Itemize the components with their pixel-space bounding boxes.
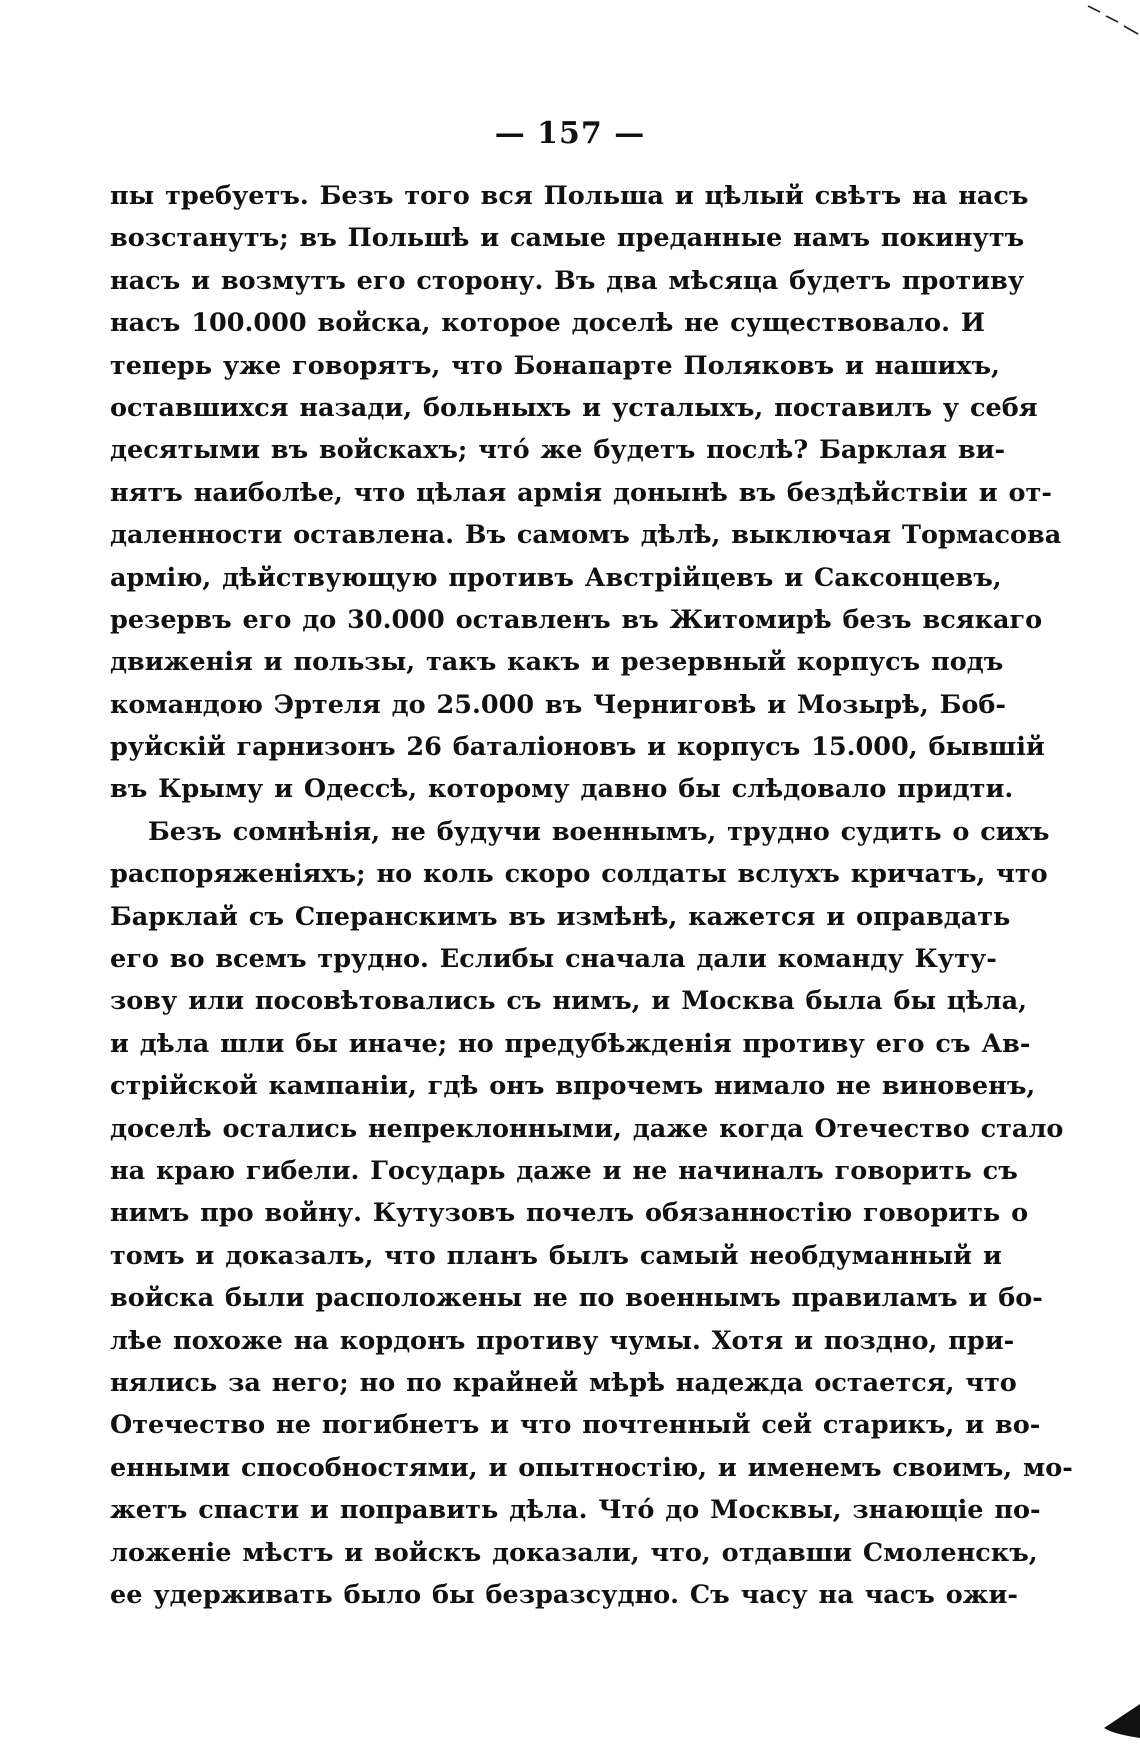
- text-line: командою Эртеля до 25.000 въ Черниговѣ и Мозырѣ, Боб-: [110, 689, 1006, 720]
- text-line: Безъ сомнѣнія, не будучи военнымъ, трудно судить о сихъ: [148, 816, 1050, 847]
- text-line: въ Крыму и Одессѣ, которому давно бы слѣдовало придти.: [110, 774, 1014, 805]
- text-line: оставшихся назади, больныхъ и усталыхъ, поставилъ у себя: [110, 392, 1038, 423]
- text-line: нялись за него; но по крайней мѣрѣ надежда остается, что: [110, 1367, 1017, 1398]
- text-line: Барклай съ Сперанскимъ въ измѣнѣ, кажется и оправдать: [110, 901, 1011, 932]
- text-line: нимъ про войну. Кутузовъ почелъ обязанностію говорить о: [110, 1198, 1029, 1229]
- text-line: ее удерживать было бы безразсудно. Съ часу на часъ ожи-: [110, 1579, 1018, 1610]
- text-line: ложеніе мѣстъ и войскъ доказали, что, отдавши Смоленскъ,: [110, 1537, 1038, 1568]
- scan-edge-mark: [1100, 1698, 1140, 1743]
- text-line: теперь уже говорятъ, что Бонапарте Поляковъ и нашихъ,: [110, 350, 1000, 381]
- text-line: лѣе похоже на кордонъ противу чумы. Хотя и поздно, при-: [110, 1325, 1015, 1356]
- text-line: зову или посовѣтовались съ нимъ, и Москва была бы цѣла,: [110, 986, 1028, 1017]
- text-line: насъ и возмутъ его сторону. Въ два мѣсяца будетъ противу: [110, 265, 1025, 296]
- text-line: его во всемъ трудно. Еслибы сначала дали команду Куту-: [110, 944, 997, 975]
- text-line: даленности оставлена. Въ самомъ дѣлѣ, выключая Тормасова: [110, 520, 1062, 551]
- text-line: жетъ спасти и поправить дѣла. Что́ до Москвы, знающіе по-: [110, 1495, 1041, 1526]
- page-number: — 157 —: [494, 116, 646, 151]
- text-line: томъ и доказалъ, что планъ былъ самый необдуманный и: [110, 1240, 1002, 1271]
- text-line: десятыми въ войскахъ; что́ же будетъ послѣ? Барклая ви-: [110, 435, 1006, 466]
- text-line: насъ 100.000 войска, которое доселѣ не существовало. И: [110, 308, 985, 339]
- text-line: доселѣ остались непреклонными, даже когда Отечество стало: [110, 1113, 1064, 1144]
- text-line: возстанутъ; въ Польшѣ и самые преданные намъ покинутъ: [110, 223, 1025, 254]
- text-line: резервъ его до 30.000 оставленъ въ Житомирѣ безъ всякаго: [110, 604, 1043, 635]
- body-text: [110, 175, 1073, 1616]
- paragraph-2: [110, 811, 1073, 1616]
- text-line: енными способностями, и опытностію, и именемъ своимъ, мо-: [110, 1452, 1073, 1483]
- text-line: пы требуетъ. Безъ того вся Польша и цѣлый свѣтъ на насъ: [110, 181, 1029, 211]
- text-line: Отечество не погибнетъ и что почтенный сей старикъ, и во-: [110, 1410, 1041, 1441]
- text-line: распоряженіяхъ; но коль скоро солдаты вслухъ кричатъ, что: [110, 859, 1048, 890]
- text-line: нятъ наиболѣе, что цѣлая армія донынѣ въ бездѣйствіи и от-: [110, 477, 1052, 508]
- text-line: руйскій гарнизонъ 26 баталіоновъ и корпусъ 15.000, бывшій: [110, 732, 1045, 763]
- paragraph-1: [110, 175, 1062, 811]
- text-line: армію, дѣйствующую противъ Австрійцевъ и Саксонцевъ,: [110, 562, 1002, 593]
- scan-corner-mark: [1080, 0, 1140, 45]
- text-line: стрійской кампаніи, гдѣ онъ впрочемъ нимало не виновенъ,: [110, 1071, 1036, 1102]
- text-line: и дѣла шли бы иначе; но предубѣжденія противу его съ Ав-: [110, 1028, 1031, 1059]
- text-line: на краю гибели. Государь даже и не начиналъ говорить съ: [110, 1155, 1018, 1186]
- text-line: войска были расположены не по военнымъ правиламъ и бо-: [110, 1283, 1043, 1314]
- text-line: движенія и пользы, такъ какъ и резервный корпусъ подъ: [110, 647, 1004, 678]
